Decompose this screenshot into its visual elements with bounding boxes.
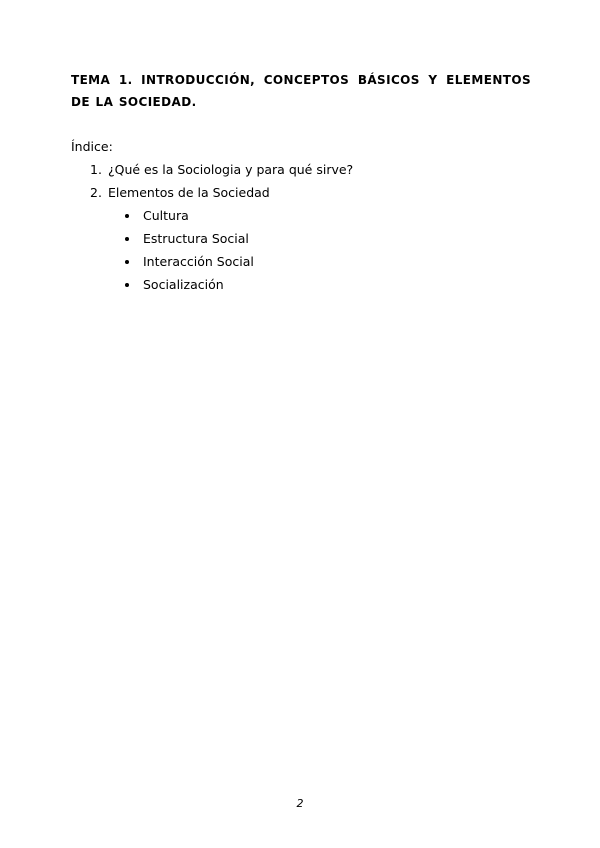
toc-item: [90, 161, 353, 184]
toc-subitem: [125, 230, 254, 253]
page-number: 2: [296, 797, 304, 810]
toc-item-label: Elementos de la Sociedad: [108, 185, 270, 200]
bullet-icon: [125, 237, 129, 241]
table-of-contents: [90, 161, 353, 207]
toc-subitem-label: Socialización: [143, 277, 224, 292]
toc-subitem-label: Cultura: [143, 208, 189, 223]
bullet-icon: [125, 283, 129, 287]
toc-sublist: [125, 207, 254, 299]
toc-subitem: [125, 253, 254, 276]
toc-item-label: ¿Qué es la Sociologia y para qué sirve?: [108, 162, 354, 177]
toc-item-number: 2.: [90, 185, 102, 200]
bullet-icon: [125, 214, 129, 218]
document-title: TEMA 1. INTRODUCCIÓN, CONCEPTOS BÁSICOS Y ELEMENTOS DE LA SOCIEDAD.: [71, 73, 531, 109]
toc-item-number: 1.: [90, 162, 102, 177]
bullet-icon: [125, 260, 129, 264]
toc-item: [90, 184, 353, 207]
toc-subitem: [125, 207, 254, 230]
toc-subitem: [125, 276, 254, 299]
toc-subitem-label: Interacción Social: [143, 254, 254, 269]
toc-subitem-label: Estructura Social: [143, 231, 249, 246]
index-heading: Índice:: [71, 139, 113, 154]
